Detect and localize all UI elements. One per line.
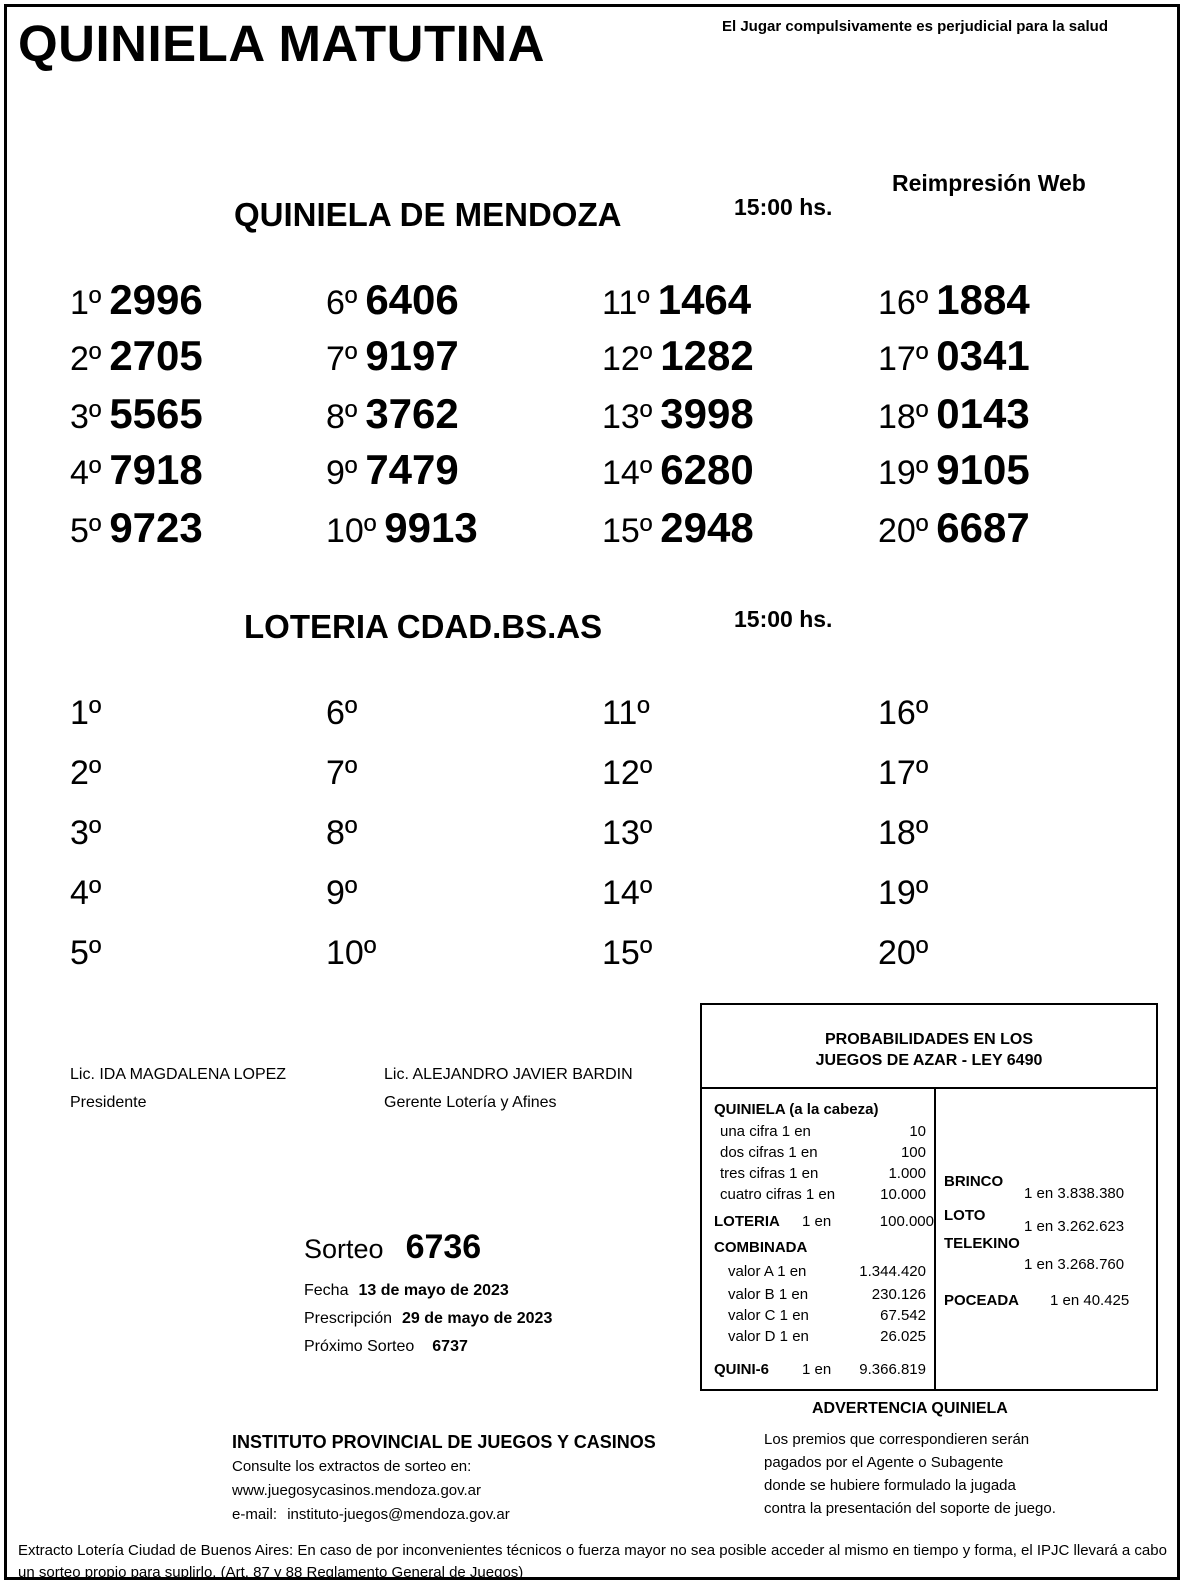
- bsas-result-8: [326, 814, 357, 860]
- result-position: 8º: [326, 814, 358, 852]
- result-position: 15º: [602, 934, 653, 972]
- sorteo-block: [304, 1228, 481, 1267]
- bsas-result-6: [326, 694, 357, 740]
- mendoza-result-7: [326, 332, 459, 378]
- result-position: 5º: [70, 512, 102, 550]
- mendoza-result-20: [878, 504, 1030, 550]
- bsas-draw-time: 15:00 hs.: [734, 606, 833, 632]
- result-number: 1884: [936, 276, 1030, 323]
- institute-name: INSTITUTO PROVINCIAL DE JUEGOS Y CASINOS: [232, 1432, 656, 1452]
- result-number: 2996: [109, 276, 203, 323]
- health-warning: El Jugar compulsivamente es perjudicial para la salud: [722, 18, 1108, 35]
- prob-row-label: dos cifras 1 en: [720, 1144, 818, 1161]
- result-position: 14º: [602, 874, 653, 912]
- result-number: 5565: [109, 390, 203, 437]
- result-position: 9º: [326, 874, 358, 912]
- mendoza-result-3: [70, 390, 203, 436]
- signature-right-role: Gerente Lotería y Afines: [384, 1094, 557, 1111]
- mendoza-result-5: [70, 504, 203, 550]
- prob-row-value: 26.025: [880, 1328, 926, 1345]
- result-position: 10º: [326, 512, 377, 550]
- quini6-prob-en: 1 en: [802, 1361, 832, 1378]
- result-number: 0143: [936, 390, 1030, 437]
- result-position: 1º: [70, 694, 102, 732]
- signature-right-name: Lic. ALEJANDRO JAVIER BARDIN: [384, 1066, 633, 1083]
- proximo-label: Próximo Sorteo: [304, 1338, 415, 1355]
- result-position: 15º: [602, 512, 653, 550]
- result-number: 1282: [660, 332, 754, 379]
- result-number: 1464: [657, 276, 752, 323]
- fecha-value: 13 de mayo de 2023: [358, 1282, 509, 1299]
- result-position: 10º: [326, 934, 377, 972]
- prob-row-value: 67.542: [880, 1307, 926, 1324]
- institute-website[interactable]: www.juegosycasinos.mendoza.gov.ar: [232, 1482, 482, 1499]
- bsas-result-18: [878, 814, 928, 860]
- prescripcion-line: [304, 1310, 552, 1328]
- quiniela-prob-title: QUINIELA (a la cabeza): [714, 1101, 879, 1118]
- prob-row-label: valor D 1 en: [728, 1328, 809, 1345]
- result-number: 6280: [660, 446, 754, 493]
- result-position: 5º: [70, 934, 102, 972]
- bsas-result-4: [70, 874, 101, 920]
- result-number: 9913: [384, 504, 478, 551]
- result-number: 9197: [365, 332, 459, 379]
- mendoza-section-title: QUINIELA DE MENDOZA: [234, 196, 622, 233]
- result-position: 3º: [70, 814, 102, 852]
- loteria-prob-value: 100.000: [879, 1213, 934, 1230]
- brinco-prob-value: 1 en 3.838.380: [1024, 1185, 1125, 1202]
- advertencia-text: Los premios que correspondieren serán pagados por el Agente o Subagente donde se hubiere formulado la jugada contra la presentación del soporte de juego.: [764, 1431, 1056, 1517]
- mendoza-result-14: [602, 446, 754, 492]
- prob-row-value: 10.000: [880, 1186, 926, 1203]
- result-position: 17º: [878, 754, 929, 792]
- result-number: 2948: [660, 504, 754, 551]
- institute-consult-line: Consulte los extractos de sorteo en:: [232, 1458, 472, 1475]
- result-position: 6º: [326, 694, 358, 732]
- quini6-prob-value: 9.366.819: [859, 1361, 926, 1378]
- bsas-result-16: [878, 694, 928, 740]
- bsas-result-7: [326, 754, 357, 800]
- loto-prob-label: LOTO: [944, 1207, 986, 1224]
- result-position: 1º: [70, 284, 102, 322]
- probabilities-box: [700, 1003, 1158, 1391]
- result-number: 7918: [109, 446, 203, 493]
- result-position: 4º: [70, 454, 102, 492]
- mendoza-result-1: [70, 276, 203, 322]
- page-title: QUINIELA MATUTINA: [18, 15, 545, 72]
- probabilities-title-2: JUEGOS DE AZAR - LEY 6490: [815, 1052, 1043, 1069]
- result-position: 6º: [326, 284, 358, 322]
- result-position: 16º: [878, 284, 929, 322]
- bsas-result-11: [602, 694, 650, 740]
- brinco-prob-label: BRINCO: [944, 1173, 1004, 1190]
- result-position: 20º: [878, 512, 929, 550]
- result-position: 3º: [70, 398, 102, 436]
- result-position: 11º: [602, 284, 650, 322]
- bsas-result-10: [326, 934, 376, 980]
- loteria-prob-label: LOTERIA: [714, 1213, 780, 1230]
- mendoza-result-4: [70, 446, 203, 492]
- probabilities-left-column: [702, 1089, 936, 1389]
- result-position: 17º: [878, 340, 929, 378]
- probabilities-header: [702, 1005, 1156, 1089]
- prescripcion-label: Prescripción: [304, 1310, 393, 1327]
- result-number: 3762: [365, 390, 459, 437]
- result-position: 16º: [878, 694, 929, 732]
- result-number: 9723: [109, 504, 203, 551]
- mendoza-result-17: [878, 332, 1030, 378]
- institute-email-label: e-mail:: [232, 1506, 278, 1523]
- result-position: 8º: [326, 398, 358, 436]
- bsas-result-14: [602, 874, 652, 920]
- prob-row-value: 1.000: [888, 1165, 926, 1182]
- prob-row-label: valor B 1 en: [728, 1286, 809, 1303]
- result-number: 6687: [936, 504, 1030, 551]
- mendoza-result-16: [878, 276, 1030, 322]
- mendoza-result-12: [602, 332, 754, 378]
- result-position: 18º: [878, 398, 929, 436]
- result-position: 13º: [602, 398, 653, 436]
- prob-row-label: tres cifras 1 en: [720, 1165, 819, 1182]
- result-number: 9105: [936, 446, 1030, 493]
- bsas-result-15: [602, 934, 652, 980]
- institute-email[interactable]: instituto-juegos@mendoza.gov.ar: [287, 1506, 510, 1523]
- bsas-result-9: [326, 874, 357, 920]
- footer-note: Extracto Lotería Ciudad de Buenos Aires: En caso de por inconvenientes técnicos o fuerza mayor no sea posible acceder al mismo en tiempo y forma, el IPJC llevará a cabo un sorteo propio para suplirlo. (Art. 87 y 88 Reglamento General de Juegos): [18, 1542, 1167, 1581]
- prob-row-label: cuatro cifras 1 en: [720, 1186, 836, 1203]
- result-position: 7º: [326, 340, 358, 378]
- combinada-prob-title: COMBINADA: [714, 1239, 808, 1256]
- result-position: 13º: [602, 814, 653, 852]
- bsas-result-3: [70, 814, 101, 860]
- bsas-result-12: [602, 754, 652, 800]
- result-position: 9º: [326, 454, 358, 492]
- fecha-label: Fecha: [304, 1282, 349, 1299]
- loteria-prob-en: 1 en: [802, 1213, 832, 1230]
- result-position: 14º: [602, 454, 653, 492]
- result-position: 2º: [70, 754, 102, 792]
- result-number: 7479: [365, 446, 459, 493]
- bsas-result-13: [602, 814, 652, 860]
- bsas-section-title: LOTERIA CDAD.BS.AS: [244, 608, 603, 645]
- result-position: 11º: [602, 694, 650, 732]
- mendoza-result-6: [326, 276, 459, 322]
- reprint-label: Reimpresión Web: [892, 170, 1086, 196]
- institute-email-line: [232, 1506, 510, 1523]
- result-position: 20º: [878, 934, 929, 972]
- quini6-prob-label: QUINI-6: [714, 1361, 770, 1378]
- advertencia-title: ADVERTENCIA QUINIELA: [812, 1400, 1008, 1417]
- poceada-prob-value: 1 en 40.425: [1050, 1292, 1130, 1309]
- prob-row-value: 100: [900, 1144, 926, 1161]
- mendoza-result-15: [602, 504, 754, 550]
- prob-row-label: una cifra 1 en: [720, 1123, 811, 1140]
- bsas-result-20: [878, 934, 928, 980]
- result-position: 7º: [326, 754, 358, 792]
- prob-row-label: valor A 1 en: [728, 1263, 807, 1280]
- mendoza-result-9: [326, 446, 459, 492]
- prob-row-value: 230.126: [871, 1286, 926, 1303]
- mendoza-result-8: [326, 390, 459, 436]
- result-number: 3998: [660, 390, 754, 437]
- result-position: 19º: [878, 454, 929, 492]
- mendoza-result-19: [878, 446, 1030, 492]
- result-number: 6406: [365, 276, 459, 323]
- bsas-result-5: [70, 934, 101, 980]
- signature-left-name: Lic. IDA MAGDALENA LOPEZ: [70, 1066, 287, 1083]
- proximo-value: 6737: [432, 1338, 468, 1355]
- result-position: 2º: [70, 340, 102, 378]
- mendoza-result-13: [602, 390, 754, 436]
- result-number: 0341: [936, 332, 1030, 379]
- sorteo-label: Sorteo: [304, 1234, 384, 1264]
- result-number: 2705: [109, 332, 203, 379]
- prob-row-label: valor C 1 en: [728, 1307, 809, 1324]
- prob-row-value: 10: [909, 1123, 926, 1140]
- result-position: 18º: [878, 814, 929, 852]
- prob-row-value: 1.344.420: [859, 1263, 926, 1280]
- prescripcion-value: 29 de mayo de 2023: [402, 1310, 553, 1327]
- probabilities-title-1: PROBABILIDADES EN LOS: [824, 1031, 1033, 1048]
- bsas-result-1: [70, 694, 101, 740]
- mendoza-draw-time: 15:00 hs.: [734, 194, 833, 220]
- fecha-line: [304, 1282, 509, 1300]
- result-position: 4º: [70, 874, 102, 912]
- bsas-result-17: [878, 754, 928, 800]
- loto-prob-value: 1 en 3.262.623: [1024, 1218, 1125, 1235]
- telekino-prob-value: 1 en 3.268.760: [1024, 1256, 1125, 1273]
- poceada-prob-label: POCEADA: [944, 1292, 1020, 1309]
- mendoza-result-10: [326, 504, 478, 550]
- result-position: 19º: [878, 874, 929, 912]
- proximo-line: [304, 1338, 468, 1356]
- bsas-result-19: [878, 874, 928, 920]
- result-position: 12º: [602, 754, 653, 792]
- mendoza-result-18: [878, 390, 1030, 436]
- result-position: 12º: [602, 340, 653, 378]
- mendoza-result-11: [602, 276, 751, 322]
- bsas-result-2: [70, 754, 101, 800]
- signature-left-role: Presidente: [70, 1094, 147, 1111]
- mendoza-result-2: [70, 332, 203, 378]
- sorteo-number: 6736: [405, 1228, 482, 1266]
- telekino-prob-label: TELEKINO: [944, 1235, 1020, 1252]
